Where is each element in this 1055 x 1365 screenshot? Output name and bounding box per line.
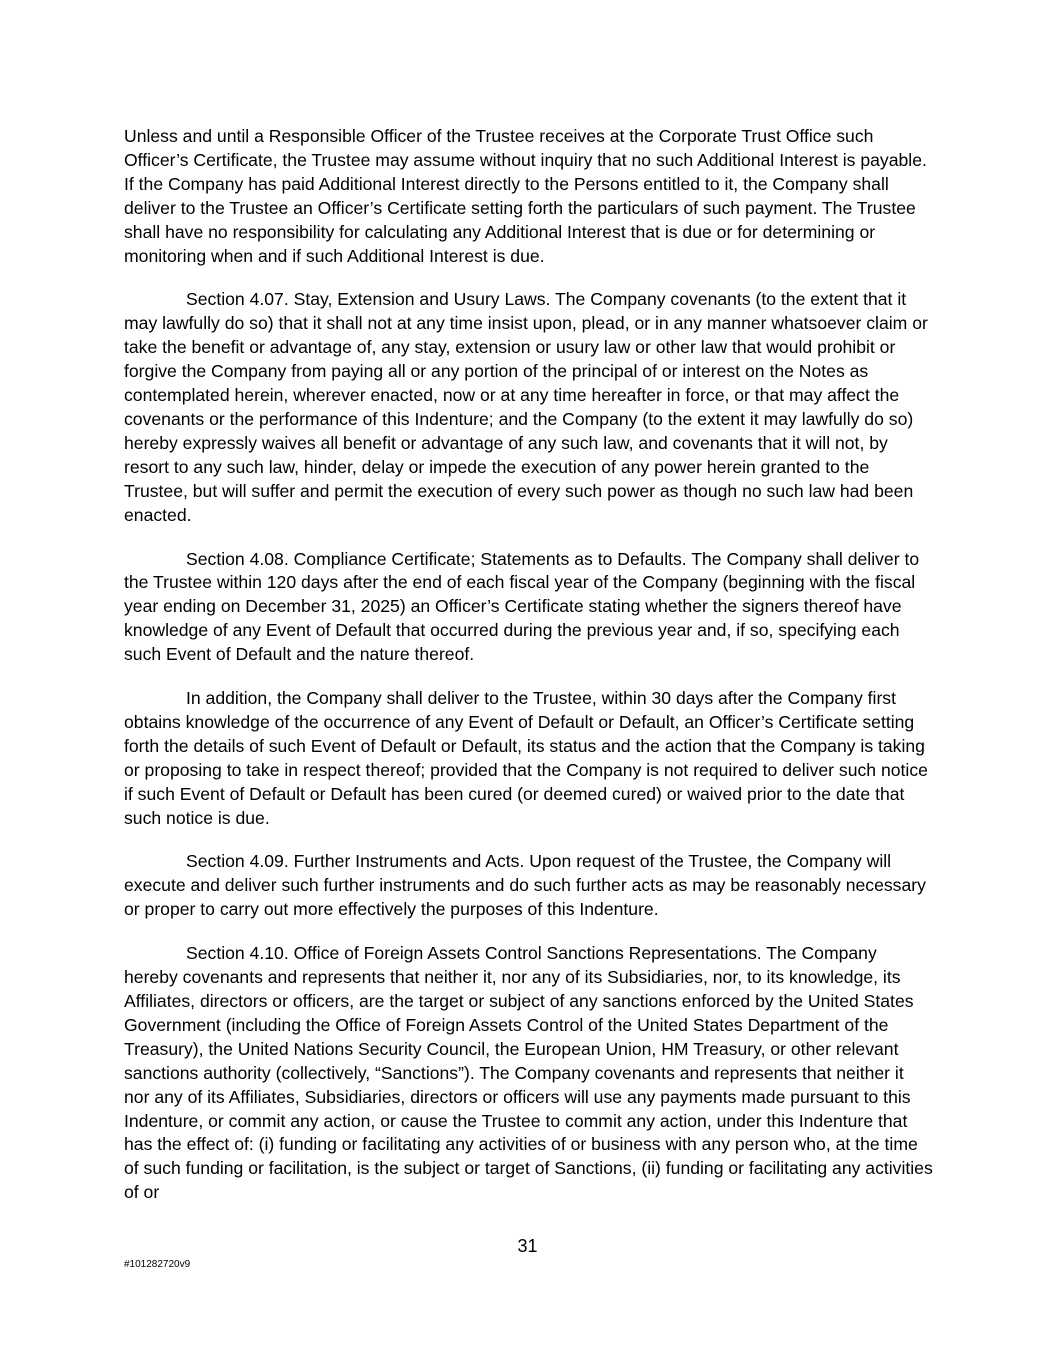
- paragraph-section-4-10: Section 4.10. Office of Foreign Assets Control Sanctions Representations. The Company hereby covenants and represents that neither it, nor any of its Subsidiaries, nor, to its knowledge, its Affiliates, directors or officers, are the target or subject of any sanctions enforced by the United States Government (including the Office of Foreign Assets Control of the United States Department of the Treasury), the United Nations Security Council, the European Union, HM Treasury, or other relevant sanctions authority (collectively, “Sanctions”). The Company covenants and represents that neither it nor any of its Affiliates, Subsidiaries, directors or officers will use any payments made pursuant to this Indenture, or commit any action, or cause the Trustee to commit any action, under this Indenture that has the effect of: (i) funding or facilitating any activities of or business with any person who, at the time of such funding or facilitation, is the subject or target of Sanctions, (ii) funding or facilitating any activities of or: [124, 943, 933, 1203]
- paragraph-default-notice: In addition, the Company shall deliver to the Trustee, within 30 days after the Company first obtains knowledge of the occurrence of any Event of Default or Default, an Officer’s Certificate setting forth the details of such Event of Default or Default, its status and the action that the Company is taking or proposing to take in respect thereof; provided that the Company is not required to deliver such notice if such Event of Default or Default has been cured (or deemed cured) or waived prior to the date that such notice is due.: [124, 688, 928, 828]
- paragraph-section-4-08: Section 4.08. Compliance Certificate; Statements as to Defaults. The Company shall deliver to the Trustee within 120 days after the end of each fiscal year of the Company (beginning with the fiscal year ending on December 31, 2025) an Officer’s Certificate stating whether the signers thereof have knowledge of any Event of Default that occurred during the previous year and, if so, specifying each such Event of Default and the nature thereof.: [124, 548, 920, 665]
- paragraph-section-4-07: Section 4.07. Stay, Extension and Usury Laws. The Company covenants (to the extent that it may lawfully do so) that it shall not at any time insist upon, plead, or in any manner whatsoever claim or take the benefit or advantage of, any stay, extension or usury law or other law that would prohibit or forgive the Company from paying all or any portion of the principal of or interest on the Notes as contemplated herein, wherever enacted, now or at any time hereafter in force, or that may affect the covenants or the performance of this Indenture; and the Company (to the extent it may lawfully do so) hereby expressly waives all benefit or advantage of any such law, and covenants that it will not, by resort to any such law, hinder, delay or impede the execution of any power herein granted to the Trustee, but will suffer and permit the execution of every such power as though no such law had been enacted.: [124, 289, 928, 525]
- document-body: [124, 125, 934, 1225]
- paragraph-additional-interest: Unless and until a Responsible Officer of the Trustee receives at the Corporate Trust Office such Officer’s Certificate, the Trustee may assume without inquiry that no such Additional Interest is payable. If the Company has paid Additional Interest directly to the Persons entitled to it, the Company shall deliver to the Trustee an Officer’s Certificate setting forth the particulars of such payment. The Trustee shall have no responsibility for calculating any Additional Interest that is due or for determining or monitoring when and if such Additional Interest is due.: [124, 126, 927, 266]
- page-number: 31: [517, 1236, 538, 1256]
- document-id: #101282720v9: [124, 1259, 191, 1270]
- paragraph-section-4-09: Section 4.09. Further Instruments and Acts. Upon request of the Trustee, the Company will execute and deliver such further instruments and do such further acts as may be reasonably necessary or proper to carry out more effectively the purposes of this Indenture.: [124, 851, 926, 920]
